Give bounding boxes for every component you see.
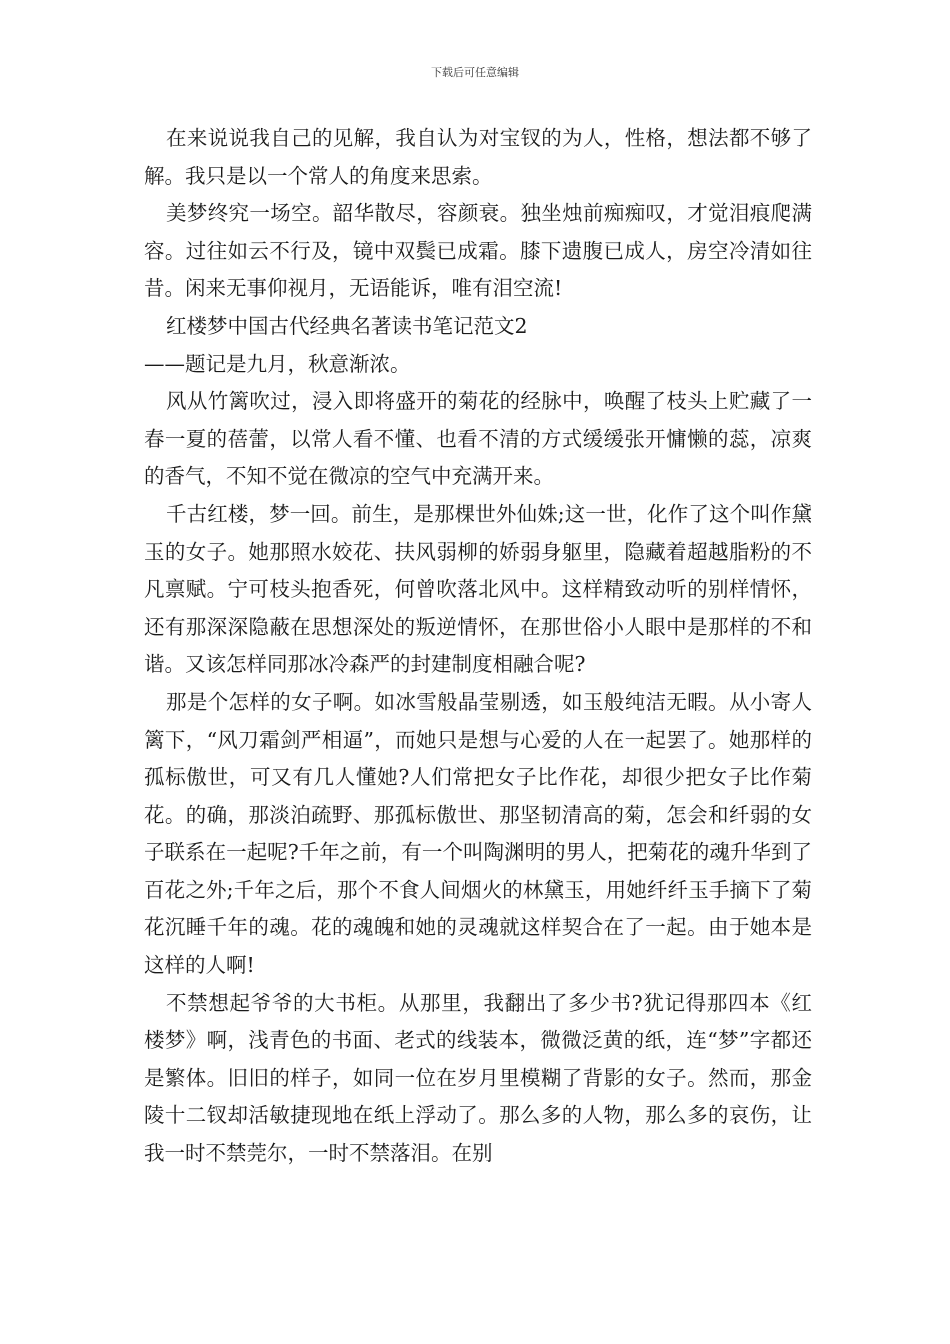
page-header: 下载后可任意编辑 bbox=[431, 66, 519, 79]
section-title: 红楼梦中国古代经典名著读书笔记范文2 bbox=[166, 313, 528, 338]
document-body bbox=[144, 120, 812, 1173]
paragraph: 那是个怎样的女子啊。如冰雪般晶莹剔透，如玉般纯洁无暇。从小寄人篱下，“风刀霜剑严相逼”，而她只是想与心爱的人在一起罢了。她那样的孤标傲世，可又有几人懂她?人们常把女子比作花，却很少把女子比作菊花。的确，那淡泊疏野、那孤标傲世、那坚韧清高的菊，怎会和纤弱的女子联系在一起呢?千年之前，有一个叫陶渊明的男人，把菊花的魂升华到了百花之外;千年之后，那个不食人间烟火的林黛玉，用她纤纤玉手摘下了菊花沉睡千年的魂。花的魂魄和她的灵魂就这样契合在了一起。由于她本是这样的人啊! bbox=[144, 689, 812, 978]
epigraph: ——题记是九月，秋意渐浓。 bbox=[144, 351, 411, 376]
paragraph: 不禁想起爷爷的大书柜。从那里，我翻出了多少书?犹记得那四本《红楼梦》啊，浅青色的书面、老式的线装本，微微泛黄的纸，连“梦”字都还是繁体。旧旧的样子，如同一位在岁月里模糊了背影的女子。然而，那金陵十二钗却活敏捷现地在纸上浮动了。那么多的人物，那么多的哀伤，让我一时不禁莞尔，一时不禁落泪。在别 bbox=[144, 990, 812, 1166]
paragraph: 在来说说我自己的见解，我自认为对宝钗的为人，性格，想法都不够了解。我只是以一个常人的角度来思索。 bbox=[144, 126, 812, 188]
paragraph: 美梦终究一场空。韶华散尽，容颜衰。独坐烛前痴痴叹，才觉泪痕爬满容。过往如云不行及，镜中双鬓已成霜。膝下遗腹已成人，房空冷清如往昔。闲来无事仰视月，无语能诉，唯有泪空流! bbox=[144, 201, 812, 301]
paragraph: 风从竹篱吹过，浸入即将盛开的菊花的经脉中，唤醒了枝头上贮藏了一春一夏的蓓蕾，以常人看不懂、也看不清的方式缓缓张开慵懒的蕊，凉爽的香气，不知不觉在微凉的空气中充满开来。 bbox=[144, 389, 812, 489]
paragraph: 千古红楼，梦一回。前生，是那棵世外仙姝;这一世，化作了这个叫作黛玉的女子。她那照水姣花、扶风弱柳的娇弱身躯里，隐藏着超越脂粉的不凡禀赋。宁可枝头抱香死，何曾吹落北风中。这样精致动听的别样情怀，还有那深深隐蔽在思想深处的叛逆情怀，在那世俗小人眼中是那样的不和谐。又该怎样同那冰冷森严的封建制度相融合呢? bbox=[144, 501, 812, 677]
